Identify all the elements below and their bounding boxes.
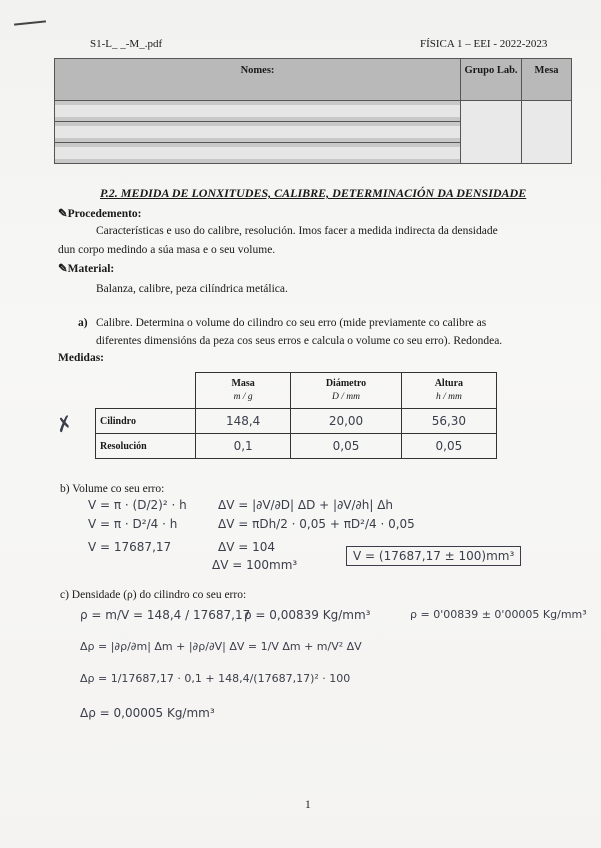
table-row	[55, 101, 572, 122]
signature-mark: ✗	[53, 410, 76, 438]
names-header: Nomes:	[55, 59, 461, 101]
table-row	[96, 409, 497, 434]
volume-result: V = (17687,17 ± 100)mm³	[346, 546, 521, 566]
cylinder-height: 56,30	[401, 409, 496, 434]
procedure-line-1: Características e uso do calibre, resolución. Imos facer a medida indirecta da densidade	[96, 225, 498, 237]
measures-heading: Medidas:	[58, 352, 104, 364]
part-b-label: b) Volume co seu erro:	[60, 483, 165, 495]
procedure-line-2: dun corpo medindo a súa masa e o seu volume.	[58, 244, 276, 256]
density-formula: ρ = m/V = 148,4 / 17687,17	[80, 608, 251, 622]
column-mass: Masa m / g	[196, 373, 291, 409]
volume-error-rounded: ΔV = 100mm³	[212, 558, 298, 572]
resolution-height: 0,05	[401, 434, 496, 459]
table-header: Mesa	[522, 59, 572, 101]
volume-error-formula-2: ΔV = πDh/2 · 0,05 + πD²/4 · 0,05	[218, 517, 415, 531]
part-a-label: a)	[78, 317, 88, 329]
measures-table	[95, 372, 497, 459]
row-label: Resolución	[96, 434, 196, 459]
part-a-line-1: Calibre. Determina o volume do cilindro co seu erro (mide previamente co calibre as	[96, 317, 487, 329]
page-number: 1	[305, 799, 311, 811]
volume-error-formula-1: ΔV = |∂V/∂D| ΔD + |∂V/∂h| Δh	[218, 498, 394, 512]
pen-mark	[14, 20, 46, 25]
group-header: Grupo Lab.	[461, 59, 522, 101]
names-table	[54, 58, 572, 164]
density-value: ρ = 0,00839 Kg/mm³	[244, 608, 371, 622]
header-filename: S1-L_ _-M_.pdf	[90, 38, 163, 50]
resolution-diameter: 0,05	[291, 434, 402, 459]
material-heading: ✎Material:	[58, 263, 115, 275]
section-title: P.2. MEDIDA DE LONXITUDES, CALIBRE, DETERMINACIÓN DA DENSIDADE	[100, 186, 527, 200]
table-row	[96, 434, 497, 459]
cylinder-mass: 148,4	[196, 409, 291, 434]
column-height: Altura h / mm	[401, 373, 496, 409]
procedure-heading: ✎Procedemento:	[58, 208, 142, 220]
header-course: FÍSICA 1 – EEI - 2022-2023	[420, 38, 548, 50]
bullet-icon: ✎	[58, 263, 68, 275]
density-error-value: Δρ = 0,00005 Kg/mm³	[80, 706, 215, 720]
volume-formula-2: V = π · D²/4 · h	[88, 517, 178, 531]
part-c-label: c) Densidade (ρ) do cilindro co seu erro:	[60, 589, 247, 601]
part-a-line-2: diferentes dimensións da peza cos seus erros e calcula o volume co seu erro). Redondea.	[96, 335, 503, 347]
material-text: Balanza, calibre, peza cilíndrica metálica.	[96, 283, 288, 295]
volume-formula-1: V = π · (D/2)² · h	[88, 498, 187, 512]
volume-value: V = 17687,17	[88, 540, 172, 554]
cylinder-diameter: 20,00	[291, 409, 402, 434]
density-error-substitution: Δρ = 1/17687,17 · 0,1 + 148,4/(17687,17)² · 100	[80, 672, 351, 685]
resolution-mass: 0,1	[196, 434, 291, 459]
density-result: ρ = 0'00839 ± 0'00005 Kg/mm³	[410, 608, 587, 621]
bullet-icon: ✎	[58, 208, 68, 220]
volume-error-value: ΔV = 104	[218, 540, 276, 554]
density-error-formula: Δρ = |∂ρ/∂m| Δm + |∂ρ/∂V| ΔV = 1/V Δm + m/V² ΔV	[80, 640, 362, 653]
row-label: Cilindro	[96, 409, 196, 434]
column-diameter: Diámetro D / mm	[291, 373, 402, 409]
